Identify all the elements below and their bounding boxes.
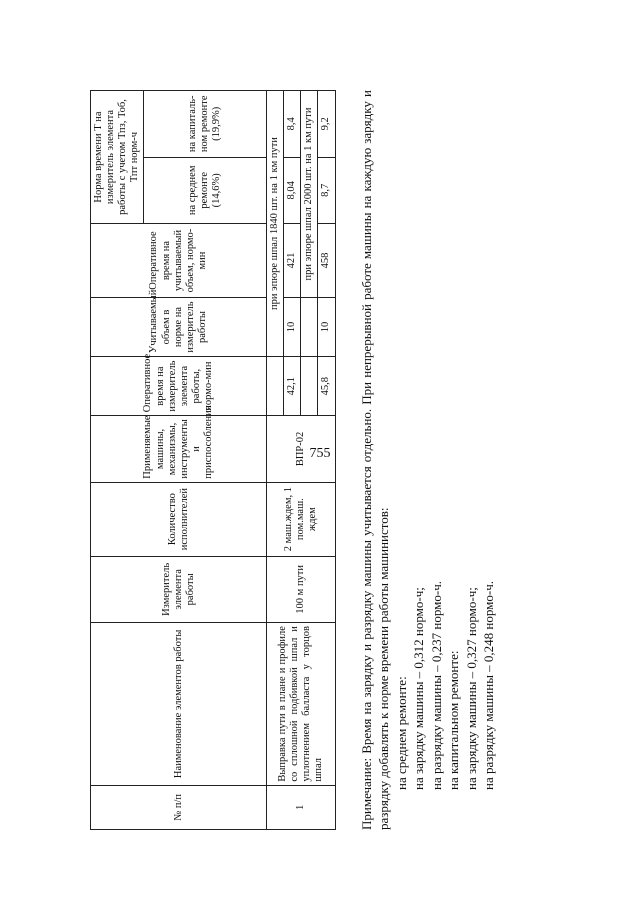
header-workers: Количество исполнителей xyxy=(91,482,267,556)
s1-norm-mid: 8,04 xyxy=(284,157,301,224)
header-norm-mid: на среднем ремонте (14,6%) xyxy=(144,157,267,224)
s1-op-time: 42,1 xyxy=(284,357,301,416)
row-machines: ВПР-02 xyxy=(267,416,335,483)
s2-norm-mid: 8,7 xyxy=(318,157,335,224)
s1-op-time-vol: 421 xyxy=(284,224,301,298)
note xyxy=(358,90,498,830)
header-norm-cap: на капиталь-ном ремонте (19,9%) xyxy=(144,91,267,158)
s1-volume: 10 xyxy=(284,297,301,356)
row-num: 1 xyxy=(267,785,335,829)
header-machines: Применяемые машины, механизмы, инструменты и приспособления xyxy=(91,416,267,483)
s1-norm-cap: 8,4 xyxy=(284,91,301,158)
header-num: № п/п xyxy=(91,785,267,829)
s2-op-time: 45,8 xyxy=(318,357,335,416)
note-cap-charge: на зарядку машины – 0,327 нормо-ч; xyxy=(463,587,479,790)
section2-label: при эпюре шпал 2000 шт. на 1 км пути xyxy=(301,91,318,298)
note-mid-discharge: на разрядку машины – 0,237 нормо-ч. xyxy=(428,580,444,790)
row-name: Выправка пути в плане и профиле со сплошной подбивкой шпал и уплотнением балласта у торцов шпал xyxy=(267,623,335,786)
note-cap-title: на капитальном ремонте: xyxy=(446,650,462,790)
s2-op-time-vol: 458 xyxy=(318,224,335,298)
header-name: Наименование элементов работы xyxy=(91,623,267,786)
section1-label: при эпюре шпал 1840 шт. на 1 км пути xyxy=(267,91,284,357)
header-op-time: Оперативное время на измеритель элемента работы, нормо-мин xyxy=(91,357,267,416)
header-volume: Учитываемый объем в норме на измеритель работы xyxy=(91,297,267,356)
row-meter: 100 м пути xyxy=(267,556,335,623)
row-workers: 2 маш.ждем, 1 пом.маш. ждем xyxy=(267,482,335,556)
note-mid-charge: на зарядку машины – 0,312 нормо-ч; xyxy=(411,587,427,790)
norm-table xyxy=(90,90,336,830)
header-meter: Измеритель элемента работы xyxy=(91,556,267,623)
header-norm-group: Норма времени Т на измеритель элемента работы с учетом Тпз, Тоб, Тпт норм-ч xyxy=(91,91,144,224)
note-mid-title: на среднем ремонте: xyxy=(393,676,409,790)
s2-norm-cap: 9,2 xyxy=(318,91,335,158)
s2-volume: 10 xyxy=(318,297,335,356)
header-op-time-vol: Оперативное время на учитываемый объем, нормо-мин xyxy=(91,224,267,298)
note-cap-discharge: на разрядку машины – 0,248 нормо-ч. xyxy=(481,580,497,790)
page-number: 755 xyxy=(309,446,331,461)
rotated-content xyxy=(90,90,530,830)
note-main: Примечание: Время на зарядку и разрядку машины учитывается отдельно. При непрерывной работе машины на каждую зарядку и разрядку добавлять к норме времени работы машинистов: xyxy=(358,90,392,830)
